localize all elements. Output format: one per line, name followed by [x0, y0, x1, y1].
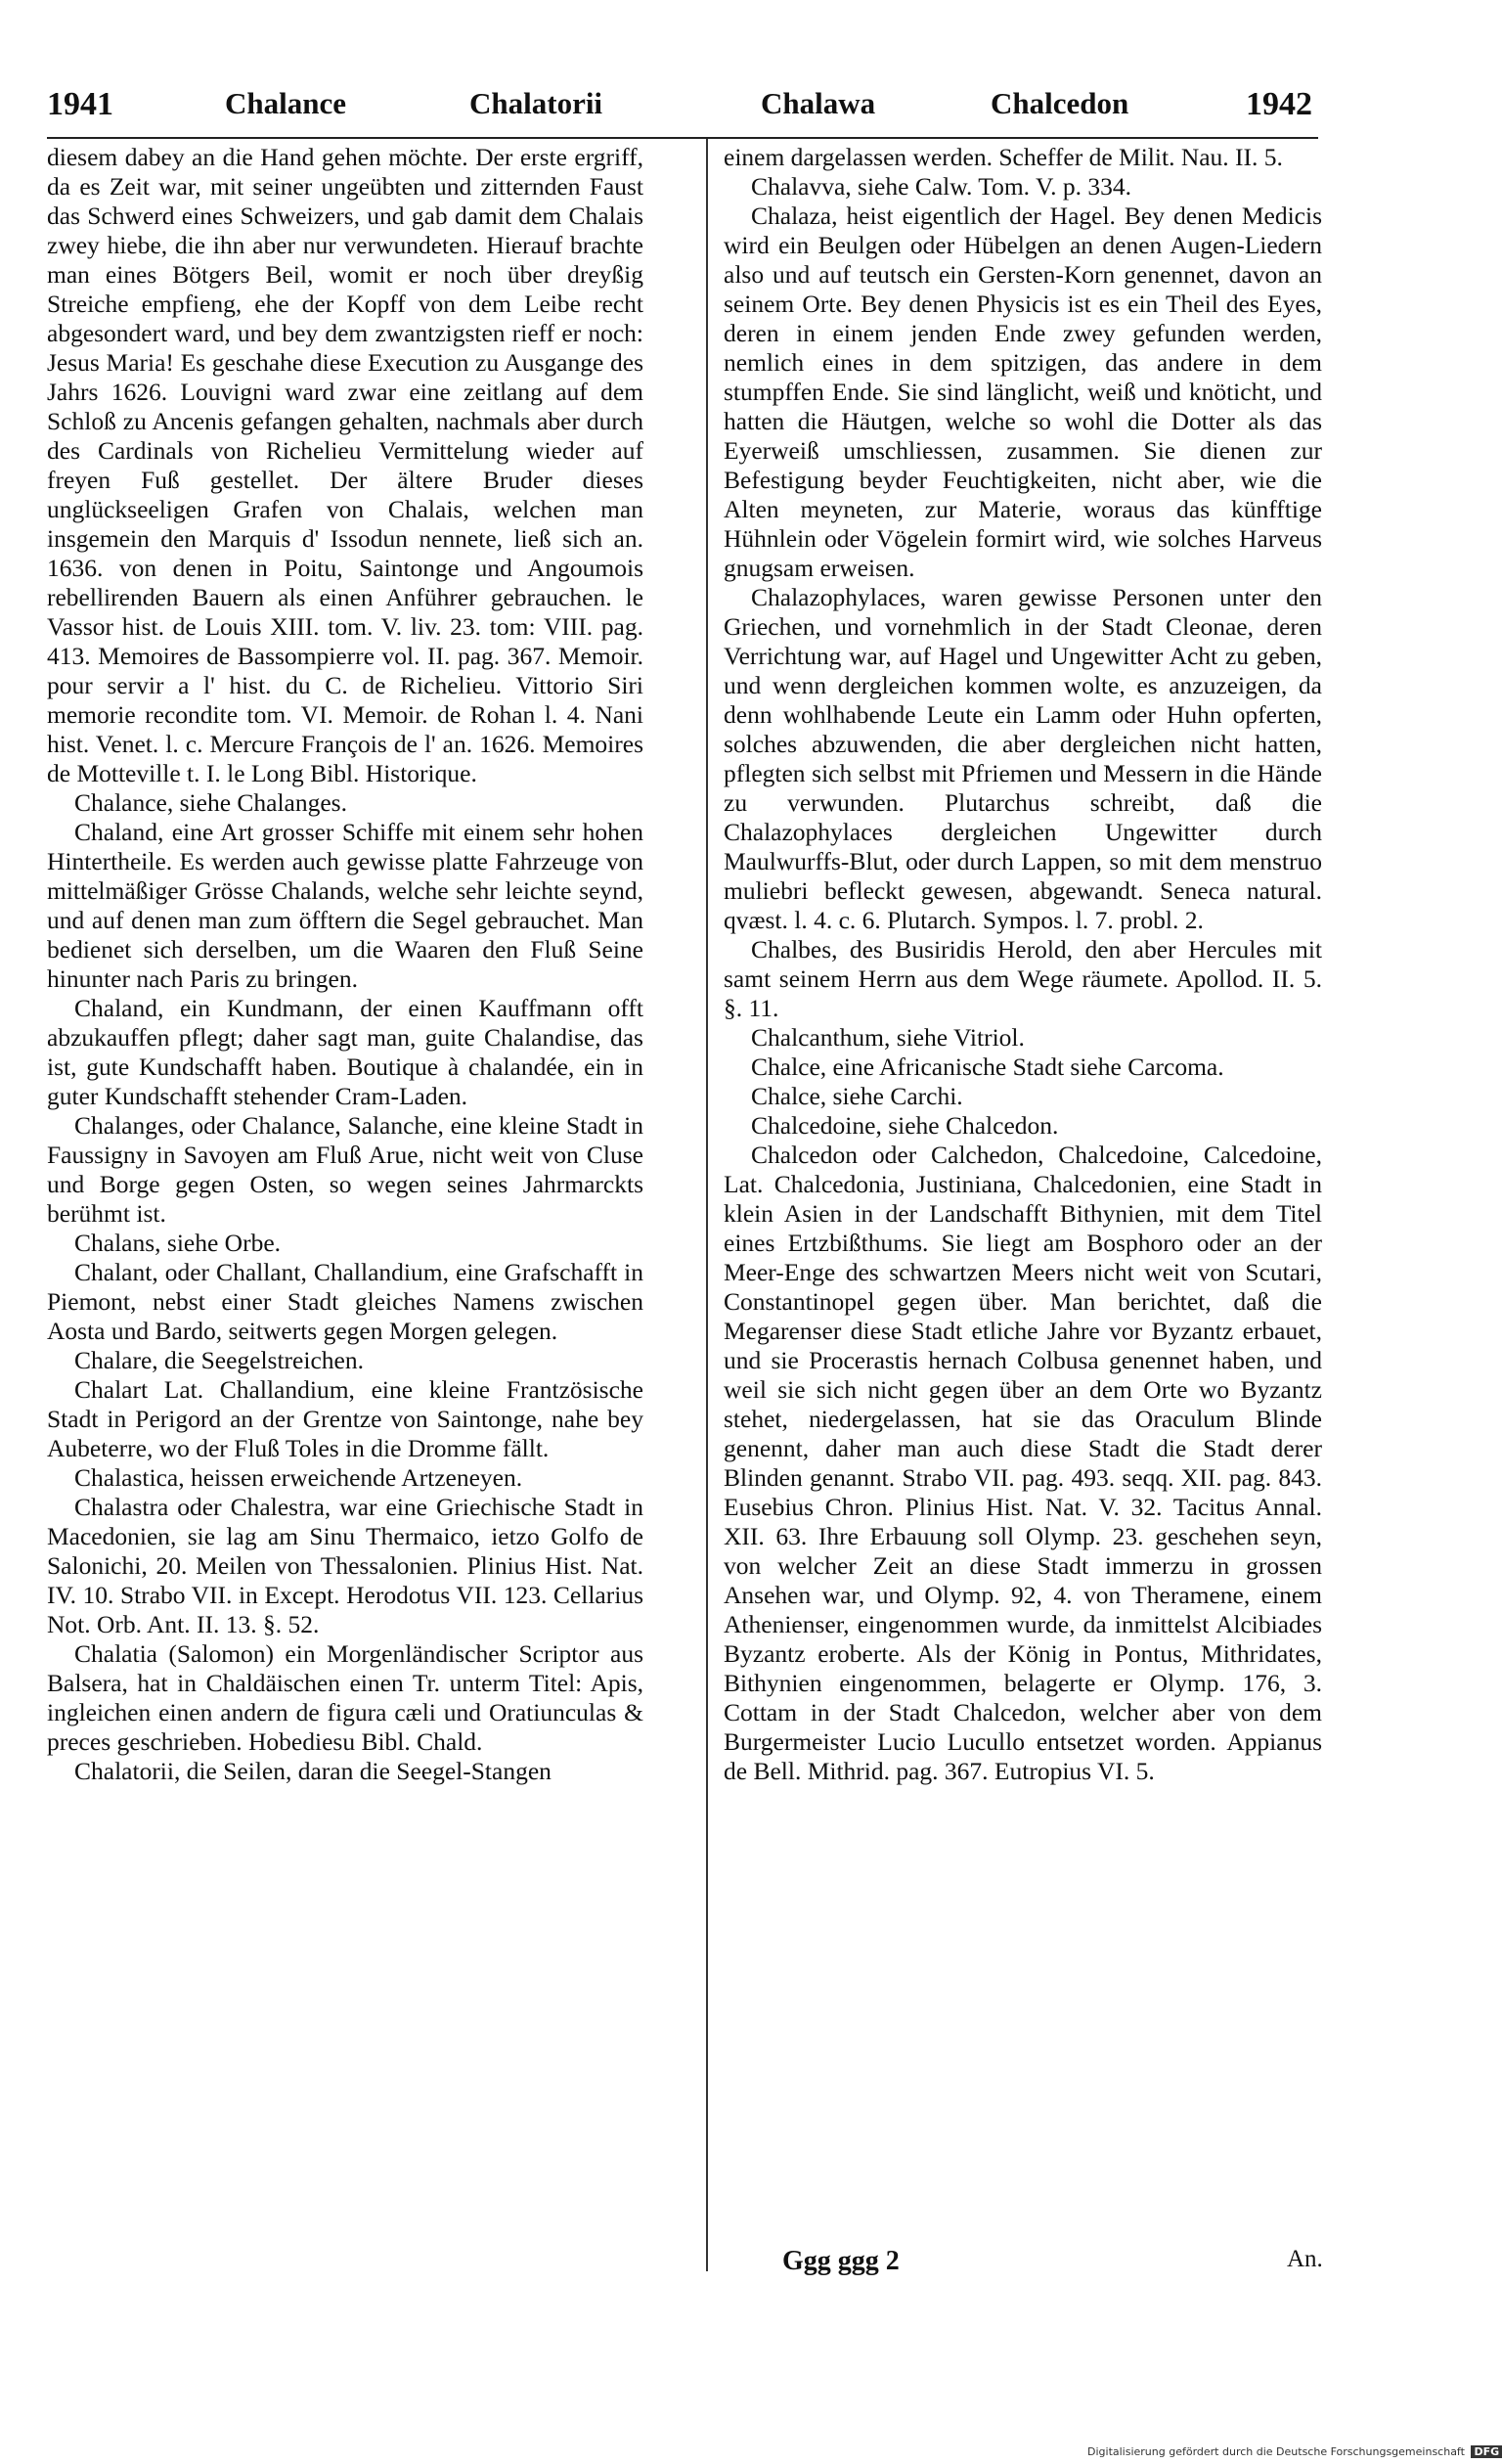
- catchword: An.: [1287, 2246, 1323, 2272]
- signature-mark: Ggg ggg 2: [782, 2246, 900, 2276]
- entry-chalatorii-continuation: einem dargelassen werden. Scheffer de Milit. Nau. II. 5.: [724, 143, 1283, 171]
- footer-text: Digitalisierung gefördert durch die Deutsche Forschungsgemeinschaft: [1087, 2445, 1465, 2458]
- entry-chalcanthum: Chalcanthum, siehe Vitriol.: [751, 1023, 1025, 1052]
- running-header: [47, 86, 1318, 135]
- dfg-logo: DFG: [1471, 2445, 1502, 2458]
- entry-chalance: Chalance, siehe Chalanges.: [74, 788, 347, 817]
- header-word-chalawa: Chalawa: [761, 86, 876, 120]
- entry-chalastica: Chalastica, heissen erweichende Artzeneyen.: [74, 1463, 523, 1492]
- header-word-chalance: Chalance: [225, 86, 346, 120]
- entry-chalcedon: Chalcedon oder Calchedon, Chalcedoine, Calcedoine, Lat. Chalcedonia, Justiniana, Chalcedonien, eine Stadt in klein Asien in der Landschafft Bithynien, mit dem Titel eines Ertzbißthums. Sie liegt am Bosphoro oder an der Meer-Enge des schwartzen Meers nicht weit von Scutari, Constantinopel gegen über. Man berichtet, daß die Megarenser diese Stadt etliche Jahre vor Byzantz erbauet, und sie Procerastis hernach Colbusa genennet haben, und weil sie sich nicht gegen über an dem Orte wo Byzantz stehet, niedergelassen, hat sie das Oraculum Blinde genennt, daher man auch diese Stadt die Stadt derer Blinden genannt. Strabo VII. pag. 493. seqq. XII. pag. 843. Eusebius Chron. Plinius Hist. Nat. V. 32. Tacitus Annal. XII. 63. Ihre Erbauung soll Olymp. 23. geschehen seyn, von welcher Zeit an diese Stadt immerzu in grossen Ansehen war, und Olymp. 92, 4. von Theramene, einem Athenienser, eingenommen wurde, da inmittelst Alcibiades Byzantz eroberte. Als der König in Pontus, Mithridates, Bithynien eingenommen, belagerte er Olymp. 176, 3. Cottam in der Stadt Chalcedon, welcher aber von dem Burgermeister Lucio Lucullo entsetzet worden. Appianus de Bell. Mithrid. pag. 367. Eutropius VI. 5.: [724, 1141, 1322, 1785]
- entry-chalare: Chalare, die Seegelstreichen.: [74, 1346, 364, 1374]
- entry-chalavva: Chalavva, siehe Calw. Tom. V. p. 334.: [751, 172, 1131, 201]
- left-column: [47, 143, 643, 1786]
- header-word-chalcedon: Chalcedon: [991, 86, 1129, 120]
- entry-chalcedoine: Chalcedoine, siehe Chalcedon.: [751, 1111, 1059, 1140]
- page-number-right: 1942: [1246, 86, 1312, 122]
- entry-chalce-africa: Chalce, eine Africanische Stadt siehe Carcoma.: [751, 1053, 1224, 1081]
- header-word-chalatorii: Chalatorii: [469, 86, 603, 120]
- entry-chalce-carchi: Chalce, siehe Carchi.: [751, 1082, 963, 1110]
- entry-chalbes: Chalbes, des Busiridis Herold, den aber Hercules mit samt seinem Herrn aus dem Wege räumete. Apollod. II. 5. §. 11.: [724, 935, 1322, 1022]
- entry-chalais-continuation: diesem dabey an die Hand gehen möchte. Der erste ergriff, da es Zeit war, mit seiner ungeübten und zitternden Faust das Schwerd eines Schweizers, und gab damit dem Chalais zwey hiebe, die ihn aber nur verwundeten. Hierauf brachte man eines Bötgers Beil, womit er noch über dreyßig Streiche empfieng, ehe der Kopff von dem Leibe recht abgesondert ward, und bey dem zwantzigsten rieff er noch: Jesus Maria! Es geschahe diese Execution zu Ausgange des Jahrs 1626. Louvigni ward zwar eine zeitlang auf dem Schloß zu Ancenis gefangen gehalten, nachmals aber durch des Cardinals von Richelieu Vermittelung wieder auf freyen Fuß gestellet. Der ältere Bruder dieses unglückseeligen Grafen von Chalais, welchen man insgemein den Marquis d' Issodun nennete, ließ sich an. 1636. von denen in Poitu, Saintonge und Angoumois rebellirenden Bauern als einen Anführer gebrauchen. le Vassor hist. de Louis XIII. tom. V. liv. 23. tom: VIII. pag. 413. Memoires de Bassompierre vol. II. pag. 367. Memoir. pour servir a l' hist. du C. de Richelieu. Vittorio Siri memorie recondite tom. VI. Memoir. de Rohan l. 4. Nani hist. Venet. l. c. Mercure François de l' an. 1626. Memoires de Motteville t. I. le Long Bibl. Historique.: [47, 143, 643, 787]
- entry-chalatorii: Chalatorii, die Seilen, daran die Seegel-Stangen: [74, 1757, 552, 1785]
- entry-chalans: Chalans, siehe Orbe.: [74, 1229, 282, 1257]
- right-column: [724, 143, 1322, 1786]
- page-number-left: 1941: [47, 86, 113, 122]
- entry-chaland-ship: Chaland, eine Art grosser Schiffe mit einem sehr hohen Hintertheile. Es werden auch gewisse platte Fahrzeuge von mittelmäßiger Grösse Chalands, welche sehr leichte seynd, und auf denen man zum öfftern die Segel gebrauchet. Man bedienet sich derselben, um die Waaren den Fluß Seine hinunter nach Paris zu bringen.: [47, 818, 643, 993]
- entry-chalart: Chalart Lat. Challandium, eine kleine Frantzösische Stadt in Perigord an der Grentze von Saintonge, nahe bey Aubeterre, wo der Fluß Toles in die Dromme fällt.: [47, 1375, 643, 1462]
- entry-chalazophylaces: Chalazophylaces, waren gewisse Personen unter den Griechen, und vornehmlich in der Stadt Cleonae, deren Verrichtung war, auf Hagel und Ungewitter Acht zu geben, und wenn dergleichen kommen wolte, es anzuzeigen, da denn wohlhabende Leute ein Lamm oder Huhn opferten, solches abzuwenden, die aber dergleichen nicht hatten, pflegten sich selbst mit Pfriemen und Messern in die Hände zu verwunden. Plutarchus schreibt, daß die Chalazophylaces dergleichen Ungewitter durch Maulwurffs-Blut, oder durch Lappen, so mit dem menstruo muliebri befleckt gewesen, abgewandt. Seneca natural. qvæst. l. 4. c. 6. Plutarch. Sympos. l. 7. probl. 2.: [724, 583, 1322, 934]
- digitization-footer: [1087, 2445, 1502, 2458]
- entry-chaland-customer: Chaland, ein Kundmann, der einen Kauffmann offt abzukauffen pflegt; daher sagt man, guite Chalandise, das ist, gute Kundschafft haben. Boutique à chalandée, ein in guter Kundschafft stehender Cram-Laden.: [47, 994, 643, 1110]
- entry-chalastra: Chalastra oder Chalestra, war eine Griechische Stadt in Macedonien, sie lag am Sinu Thermaico, ietzo Golfo de Salonichi, 20. Meilen von Thessalonien. Plinius Hist. Nat. IV. 10. Strabo VII. in Except. Herodotus VII. 123. Cellarius Not. Orb. Ant. II. 13. §. 52.: [47, 1493, 643, 1638]
- entry-chalant: Chalant, oder Challant, Challandium, eine Grafschafft in Piemont, nebst einer Stadt gleiches Namens zwischen Aosta und Bardo, seitwerts gegen Morgen gelegen.: [47, 1258, 643, 1345]
- header-rule: [47, 137, 1318, 139]
- entry-chalaza: Chalaza, heist eigentlich der Hagel. Bey denen Medicis wird ein Beulgen oder Hübelgen an denen Augen-Liedern also und auf teutsch ein Gersten-Korn genennet, davon an seinem Orte. Bey denen Physicis ist es ein Theil des Eyes, deren in einem jenden Ende zwey gefunden werden, nemlich eines in dem spitzigen, das andere in dem stumpffen Ende. Sie sind länglicht, weiß und knöticht, und hatten die Häutgen, welche so wohl die Dotter als das Eyerweiß umschliessen, zusammen. Sie dienen zur Befestigung beyder Feuchtigkeiten, nicht aber, wie die Alten meyneten, zur Materie, woraus das künfftige Hühnlein oder Vögelein formirt wird, wie solches Harveus gnugsam erweisen.: [724, 202, 1322, 582]
- entry-chalanges: Chalanges, oder Chalance, Salanche, eine kleine Stadt in Faussigny in Savoyen am Fluß Arue, nicht weit von Cluse und Borge gegen Osten, so wegen seines Jahrmarckts berühmt ist.: [47, 1111, 643, 1228]
- entry-chalatia: Chalatia (Salomon) ein Morgenländischer Scriptor aus Balsera, hat in Chaldäischen einen Tr. unterm Titel: Apis, ingleichen einen andern de figura cæli und Oratiunculas & preces geschrieben. Hobediesu Bibl. Chald.: [47, 1639, 643, 1756]
- column-divider: [706, 139, 708, 2271]
